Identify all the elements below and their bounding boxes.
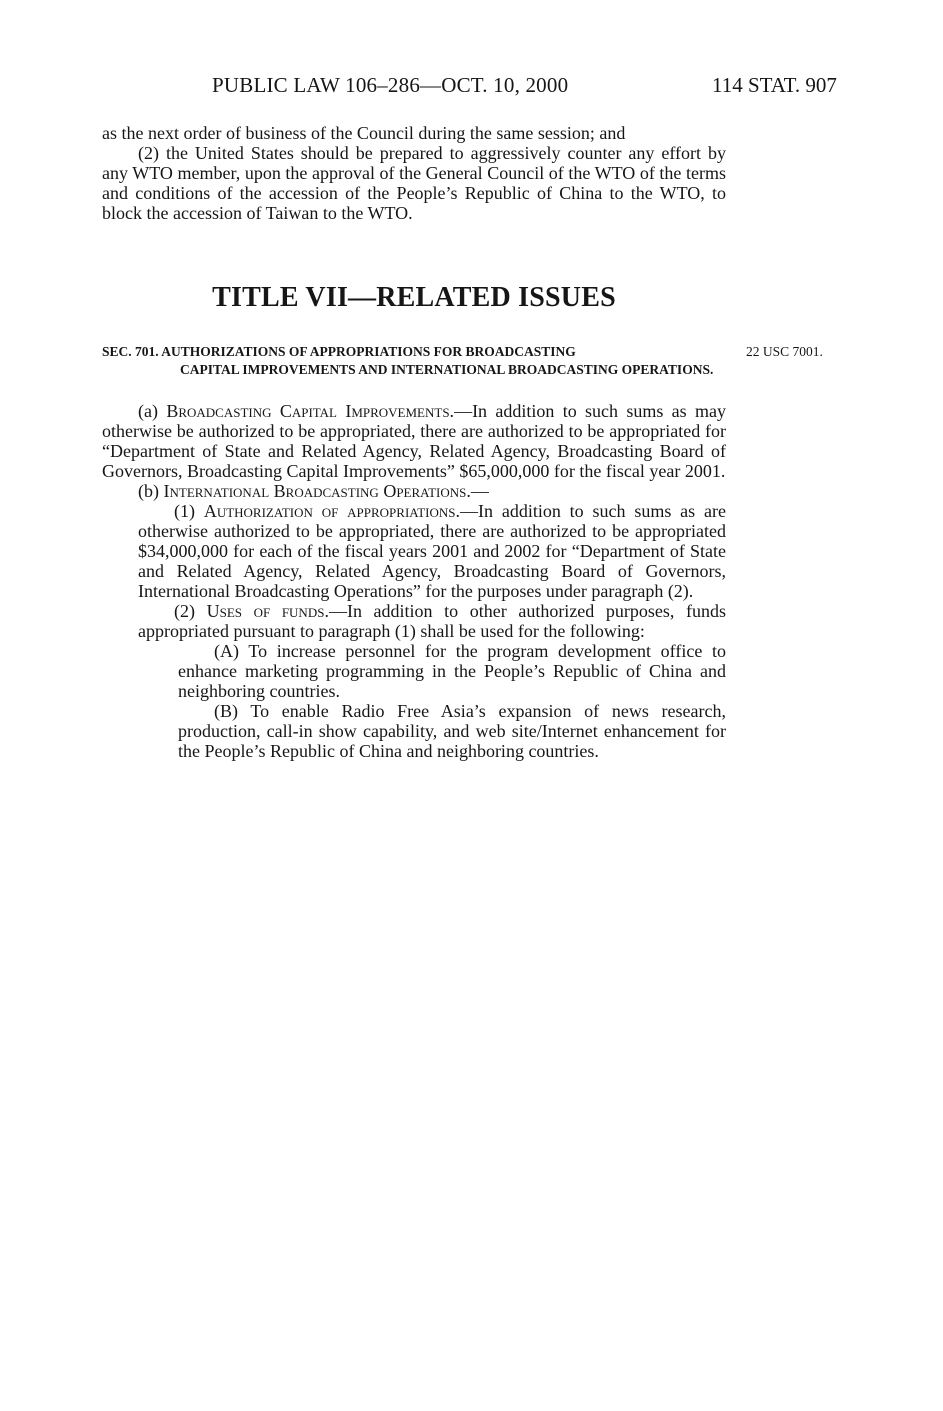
paragraph-b1 [102, 501, 726, 601]
section-heading-rest: CAPITAL IMPROVEMENTS AND INTERNATIONAL BROADCASTING OPERATIONS. [180, 362, 714, 377]
paragraph-b1-text: —In addition to such sums as are otherwise authorized to be appropriated, there are authorized to be appropriated $34,000,000 for each of the fiscal years 2001 and 2002 for “Department of State and Related Agency, Related Agency, Broadcasting Board of Governors, International Broadcasting Operations” for the purposes under paragraph (2). [138, 501, 726, 601]
section-heading [102, 343, 726, 379]
title-heading: TITLE VII—RELATED ISSUES [212, 282, 616, 313]
subsection-b-text: — [470, 481, 489, 501]
paragraph-b1-caption: Authorization of appropriations. [203, 501, 461, 521]
paragraph-b1-lead: (1) [174, 501, 204, 521]
paragraph-b2-lead: (2) [174, 601, 207, 621]
subsection-a [102, 401, 726, 481]
section-heading-lead: SEC. 701. AUTHORIZATIONS OF APPROPRIATIONS FOR BROADCASTING [102, 344, 576, 359]
subsection-b-lead: (b) [138, 481, 164, 501]
paragraph-b2-text: —In addition to other authorized purposes, funds appropriated pursuant to paragraph (1) shall be used for the following: [138, 601, 726, 641]
paragraph-2: (2) the United States should be prepared to aggressively counter any effort by any WTO member, upon the approval of the General Council of the WTO of the terms and conditions of the accession of the People’s Republic of China to the WTO, to block the accession of Taiwan to the WTO. [102, 143, 726, 223]
subsection-a-caption: Broadcasting Capital Improvements. [166, 401, 455, 421]
running-head: PUBLIC LAW 106–286—OCT. 10, 2000 [212, 73, 569, 97]
paragraph-b2 [102, 601, 726, 641]
continued-text [102, 123, 726, 223]
subparagraph-a: (A) To increase personnel for the program development office to enhance marketing programming in the People’s Republic of China and neighboring countries. [178, 641, 726, 701]
subsection-b [102, 481, 726, 501]
subparagraph-b: (B) To enable Radio Free Asia’s expansion of news research, production, call-in show capability, and web site/Internet enhancement for the People’s Republic of China and neighboring countries. [178, 701, 726, 761]
subsection-b-caption: International Broadcasting Operations. [163, 481, 471, 501]
margin-citation: 22 USC 7001. [746, 344, 823, 359]
subsection-a-text: —In addition to such sums as may otherwise be authorized to be appropriated, there are authorized to be appropriated for “Department of State and Related Agency, Related Agency, Broadcasting Board of Governors, Broadcasting Capital Improvements” $65,000,000 for the fiscal year 2001. [102, 401, 726, 481]
paragraph-b2-caption: Uses of funds. [206, 601, 329, 621]
statute-reference: 114 STAT. 907 [712, 73, 837, 97]
section-body [102, 401, 726, 761]
subsection-a-lead: (a) [138, 401, 167, 421]
continued-line: as the next order of business of the Council during the same session; and [102, 123, 626, 143]
